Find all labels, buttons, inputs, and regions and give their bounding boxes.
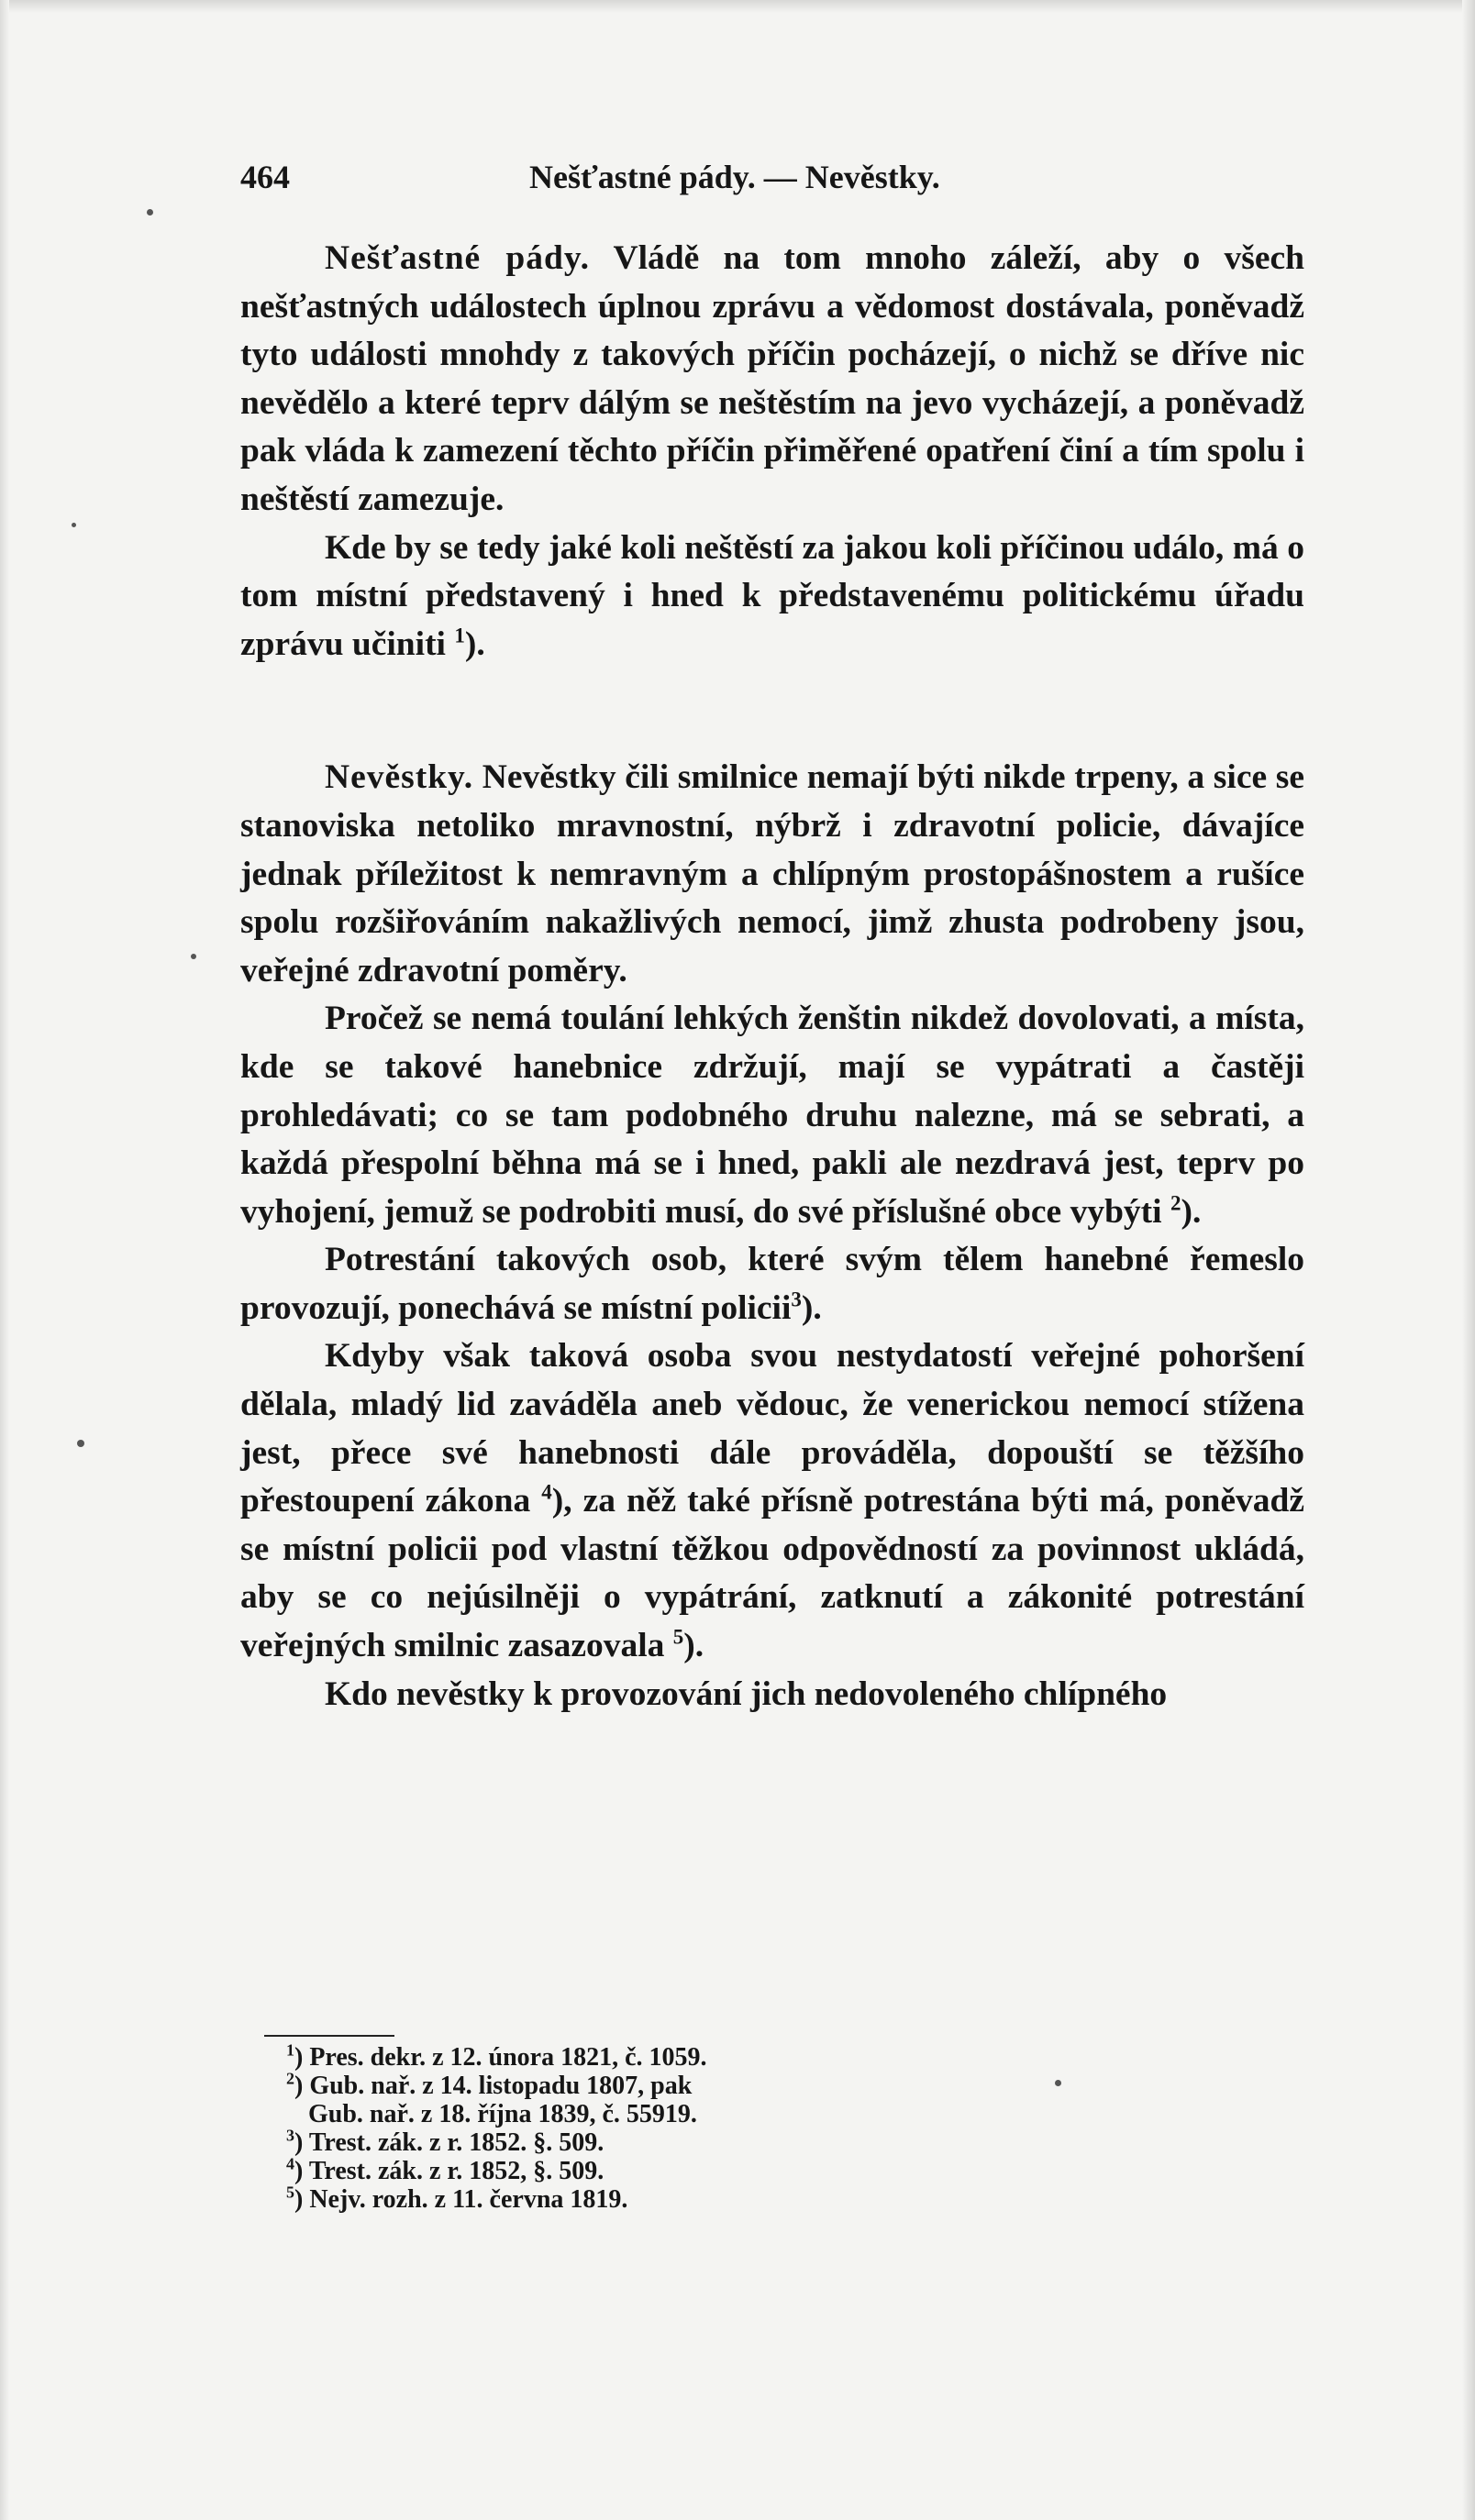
paragraph-text: Nevěstky čili smilnice nemají býti nikde trpeny, a sice se stanoviska netoliko mravnostní, nýbrž i zdravotní policie, dávajíce jednak příležitost k nemravným a chlípným prostopášnostem a rušíce spolu rozšiřováním nakažlivých nemocí, jimž zhusta podrobeny jsou, veřejné zdravotní poměry.	[240, 758, 1304, 989]
footnote	[286, 2154, 1112, 2185]
paragraph-text: Vládě na tom mnoho záleží, aby o všech nešťastných událostech úplnou zprávu a vědomost dostávala, poněvadž tyto události mnohdy z takových příčin pocházejí, o nichž se dříve nic nevědělo a které teprv dálým se neštěstím na jevo vycházejí, a poněvadž pak vláda k zamezení těchto příčin přiměřené opatření činí a tím spolu i neštěstí zamezuje.	[240, 239, 1304, 518]
footnote-rule	[264, 2035, 394, 2037]
paragraph-text: , za něž také přísně potrestána býti má, poněvadž se místní policii pod vlastní těžkou odpovědností za povinnost ukládá, aby se co nejúsilněji o vypátrání, zatknutí a zákonité potrestání veřejných smilnic zasazovala	[240, 1482, 1304, 1665]
footnote-text: ) Gub. nař. z 14. listopadu 1807, pak	[294, 2072, 693, 2100]
section-heading: Nešťastné pády.	[325, 239, 590, 277]
paragraph	[240, 525, 1304, 669]
footnote-number: 4	[286, 2154, 294, 2173]
section-gap	[240, 669, 1304, 754]
footnote-continuation	[286, 2100, 1112, 2128]
footnote-number: 1	[286, 2040, 294, 2060]
scan-edge-top	[0, 0, 1475, 13]
footnote-ref[interactable]: 5	[672, 1625, 684, 1649]
footnote-ref[interactable]: 1	[454, 624, 465, 647]
footnote-text: Gub. nař. z 18. října 1839, č. 55919.	[308, 2100, 697, 2128]
footnote-ref[interactable]: 2	[1170, 1191, 1181, 1215]
scan-edge-left	[0, 0, 9, 2520]
paragraph	[240, 1671, 1304, 1719]
speck	[147, 209, 153, 216]
running-head: Nešťastné pády. — Nevěstky.	[529, 159, 940, 195]
footnote	[286, 2069, 1112, 2100]
paragraph	[240, 235, 1304, 525]
footnote-ref[interactable]: 3	[791, 1288, 802, 1311]
paragraph	[240, 754, 1304, 995]
scan-edge-right	[1462, 0, 1475, 2520]
paragraph-text: Pročež se nemá toulání lehkých ženštin nikdež dovolovati, a místa, kde se takové hanebnice zdržují, mají se vypátrati a častěji prohledávati; co se tam podobného druhu nalezne, má se sebrati, a každá přespolní běhna má se i hned, pakli ale nezdravá jest, teprv po vyhojení, jemuž se podrobiti musí, do své příslušné obce vybýti	[240, 1000, 1304, 1231]
punctuation: ).	[801, 1288, 822, 1327]
footnote	[286, 2128, 1112, 2157]
footnote-number: 2	[286, 2069, 294, 2088]
paragraph-text: Potrestání takových osob, které svým tělem hanebné řemeslo provozují, ponechává se místní policii	[240, 1241, 1304, 1327]
footnote-text: ) Nejv. rozh. z 11. června 1819.	[294, 2185, 628, 2214]
footnote-text: ) Pres. dekr. z 12. února 1821, č. 1059.	[294, 2043, 707, 2072]
footnote	[286, 2040, 1112, 2072]
footnote-number: 3	[286, 2126, 294, 2145]
paragraph-text: Kdo nevěstky k provozování jich nedovoleného chlípného	[325, 1674, 1168, 1713]
speck	[77, 1440, 84, 1447]
paragraph	[240, 1236, 1304, 1332]
footnotes	[286, 2040, 1112, 2214]
paragraph	[240, 1332, 1304, 1670]
punctuation: ).	[683, 1627, 704, 1665]
page-number: 464	[240, 159, 290, 195]
page-header	[240, 158, 1304, 204]
paragraph-text: Kdyby však taková osoba svou nestydatostí veřejné pohoršení dělala, mladý lid zaváděla aneb vědouc, že venerickou nemocí stížena jest, přece své hanebnosti dále prováděla, dopouští se těžšího přestoupení zákona	[240, 1337, 1304, 1520]
footnote-ref[interactable]: 4	[541, 1480, 552, 1504]
speck	[72, 523, 76, 527]
punctuation: ).	[1181, 1192, 1202, 1231]
punctuation: ).	[464, 624, 485, 663]
paragraph-text: Kde by se tedy jaké koli neštěstí za jakou koli příčinou událo, má o tom místní představený i hned k představenému politickému úřadu zprávu učiniti	[240, 528, 1304, 663]
punctuation: )	[551, 1482, 564, 1520]
section-heading: Nevěstky.	[325, 758, 474, 797]
footnote-number: 5	[286, 2183, 294, 2202]
footnote-text: ) Trest. zák. z r. 1852. §. 509.	[294, 2128, 604, 2157]
footnote	[286, 2185, 1112, 2214]
body-text	[240, 235, 1304, 1719]
paragraph	[240, 995, 1304, 1236]
footnote-text: ) Trest. zák. z r. 1852, §. 509.	[294, 2157, 604, 2185]
speck	[191, 954, 196, 959]
